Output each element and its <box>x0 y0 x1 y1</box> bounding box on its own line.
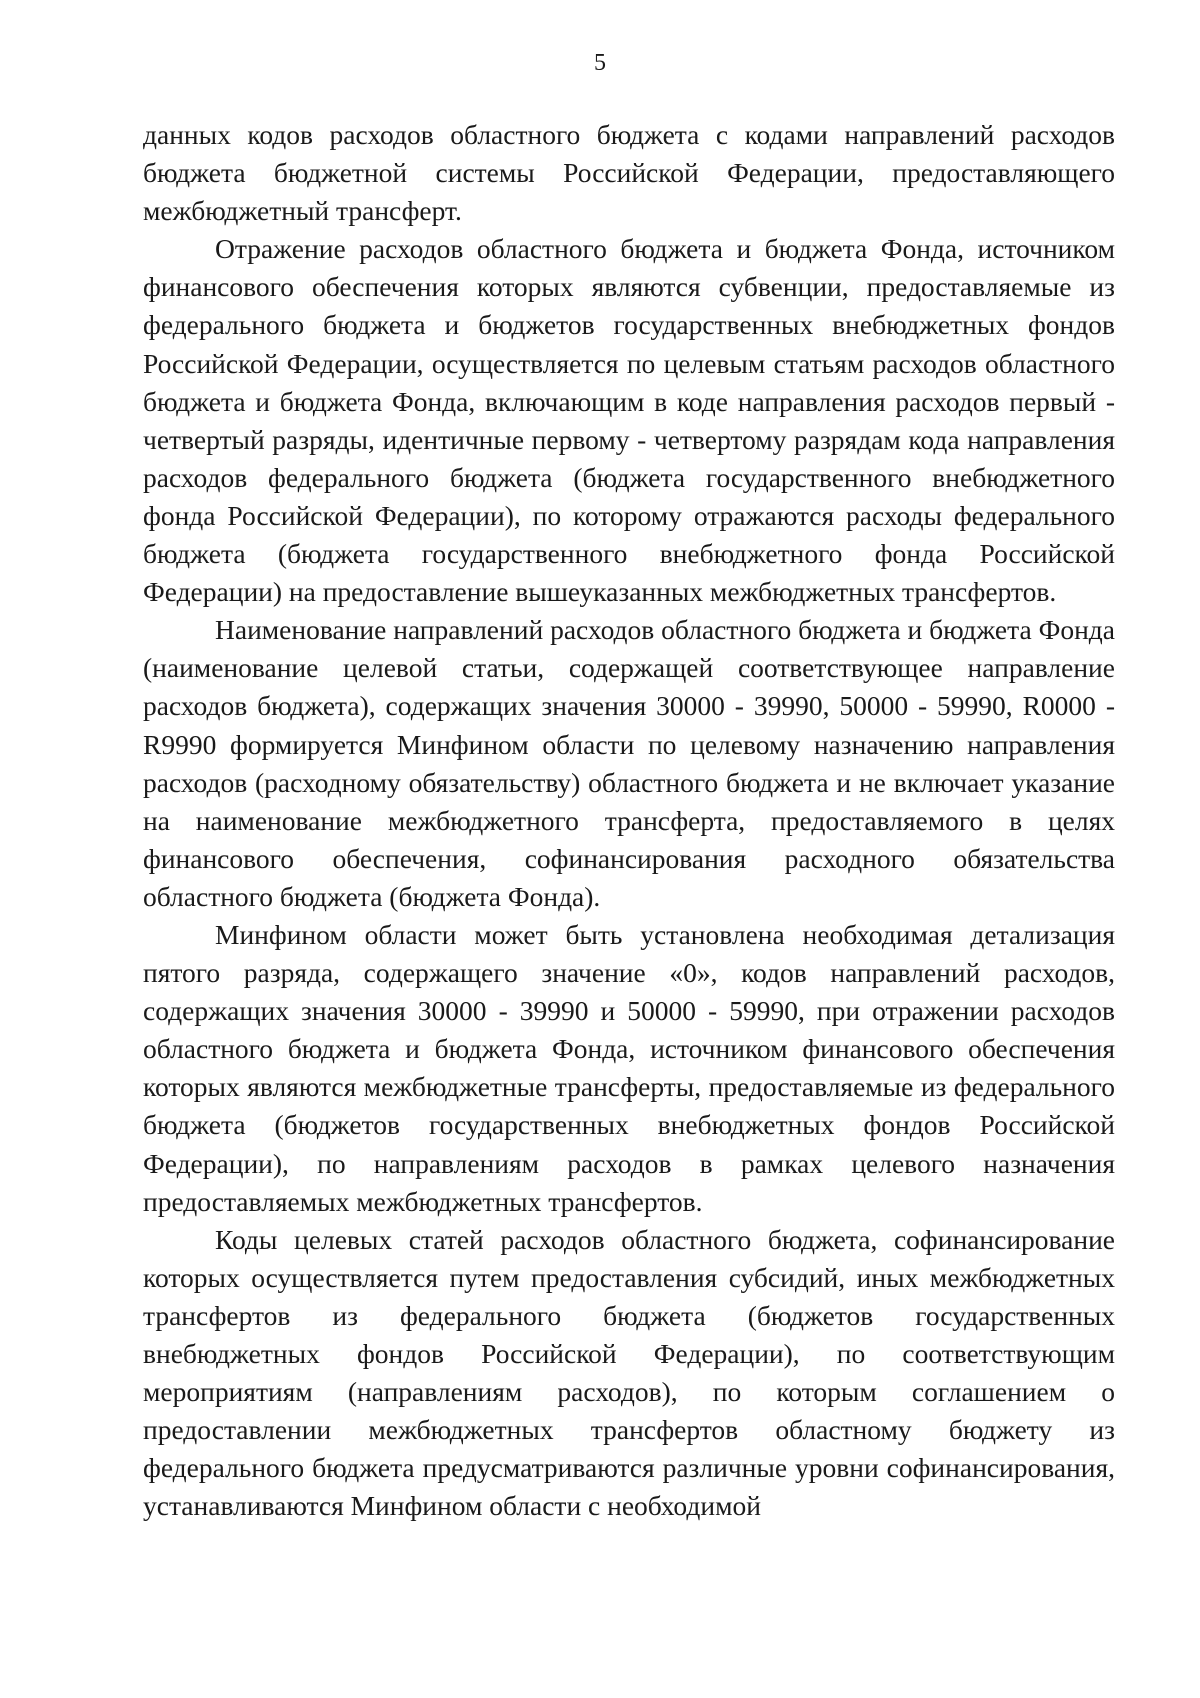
paragraph: Отражение расходов областного бюджета и бюджета Фонда, источником финансового обеспечения которых являются субвенции, предоставляемые из федерального бюджета и бюджетов государственных внебюджетных фондов Российской Федерации, осуществляется по целевым статьям расходов областного бюджета и бюджета Фонда, включающим в коде направления расходов первый - четвертый разряды, идентичные первому - четвертому разрядам кода направления расходов федерального бюджета (бюджета государственного внебюджетного фонда Российской Федерации), по которому отражаются расходы федерального бюджета (бюджета государственного внебюджетного фонда Российской Федерации) на предоставление вышеуказанных межбюджетных трансфертов. <box>143 233 1115 608</box>
paragraph: Коды целевых статей расходов областного бюджета, софинансирование которых осуществляется путем предоставления субсидий, иных межбюджетных трансфертов из федерального бюджета (бюджетов государственных внебюджетных фондов Российской Федерации), по соответствующим мероприятиям (направлениям расходов), по которым соглашением о предоставлении межбюджетных трансфертов областному бюджету из федерального бюджета предусматриваются различные уровни софинансирования, устанавливаются Минфином области с необходимой <box>143 1223 1115 1522</box>
paragraph: Минфином области может быть установлена необходимая детализация пятого разряда, содержащего значение «0», кодов направлений расходов, содержащих значения 30000 - 39990 и 50000 - 59990, при отражении расходов областного бюджета и бюджета Фонда, источником финансового обеспечения которых являются межбюджетные трансферты, предоставляемые из федерального бюджета (бюджетов государственных внебюджетных фондов Российской Федерации), по направлениям расходов в рамках целевого назначения предоставляемых межбюджетных трансфертов. <box>143 918 1115 1217</box>
paragraph-continuation: данных кодов расходов областного бюджета с кодами направлений расходов бюджета бюджетной системы Российской Федерации, предоставляющего межбюджетный трансферт. <box>143 119 1115 227</box>
paragraph: Наименование направлений расходов областного бюджета и бюджета Фонда (наименование целевой статьи, содержащей соответствующее направление расходов бюджета), содержащих значения 30000 - 39990, 50000 - 59990, R0000 - R9990 формируется Минфином области по целевому назначению направления расходов (расходному обязательству) областного бюджета и не включает указание на наименование межбюджетного трансферта, предоставляемого в целях финансового обеспечения, софинансирования расходного обязательства областного бюджета (бюджета Фонда). <box>143 614 1115 912</box>
document-body <box>143 116 1115 1525</box>
page-number: 5 <box>594 50 606 76</box>
